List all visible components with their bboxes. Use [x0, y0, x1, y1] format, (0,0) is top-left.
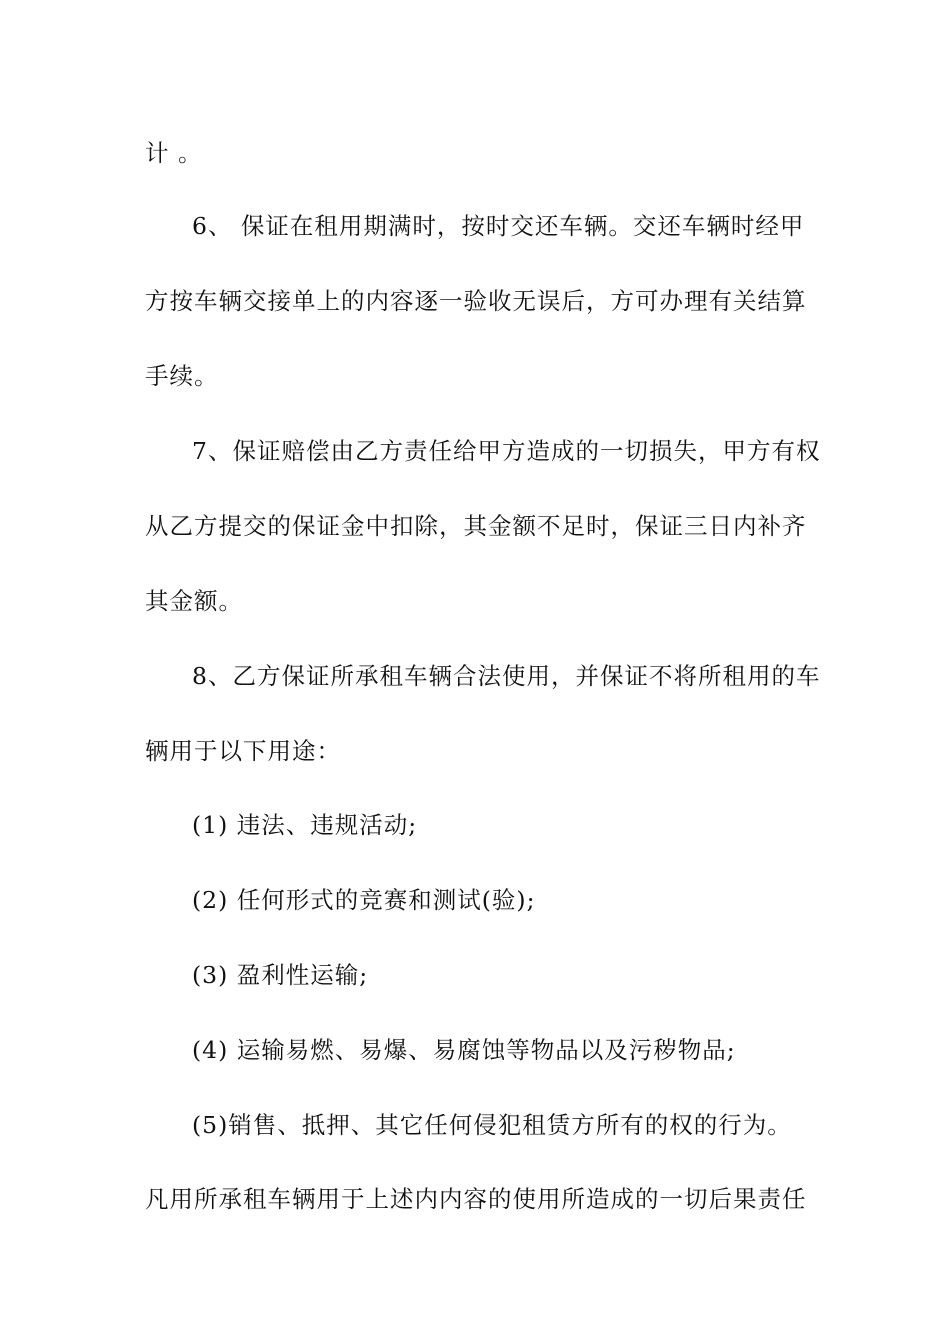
text-line: (4) 运输易燃、易爆、易腐蚀等物品以及污秽物品; [192, 1036, 736, 1064]
text-line: (3) 盈利性运输; [192, 961, 369, 989]
text-line: (2) 任何形式的竞赛和测试(验); [192, 886, 536, 914]
text-line: 计 。 [145, 139, 203, 167]
text-line: 其金额。 [145, 587, 243, 615]
text-line: 凡用所承租车辆用于上述内内容的使用所造成的一切后果责任 [145, 1185, 807, 1213]
text-line: (5)销售、抵押、其它任何侵犯租赁方所有的权的行为。 [192, 1111, 792, 1139]
text-line: 方按车辆交接单上的内容逐一验收无误后，方可办理有关结算 [145, 287, 807, 315]
text-line: 手续。 [145, 362, 219, 390]
text-line: 7、保证赔偿由乙方责任给甲方造成的一切损失，甲方有权 [192, 437, 821, 465]
text-line: 从乙方提交的保证金中扣除，其金额不足时，保证三日内补齐 [145, 512, 807, 540]
text-line: 8、乙方保证所承租车辆合法使用，并保证不将所租用的车 [192, 662, 821, 690]
text-line: 6、 保证在租用期满时，按时交还车辆。交还车辆时经甲 [192, 212, 805, 240]
text-line: (1) 违法、违规活动; [192, 811, 418, 839]
text-line: 辆用于以下用途： [145, 737, 341, 765]
